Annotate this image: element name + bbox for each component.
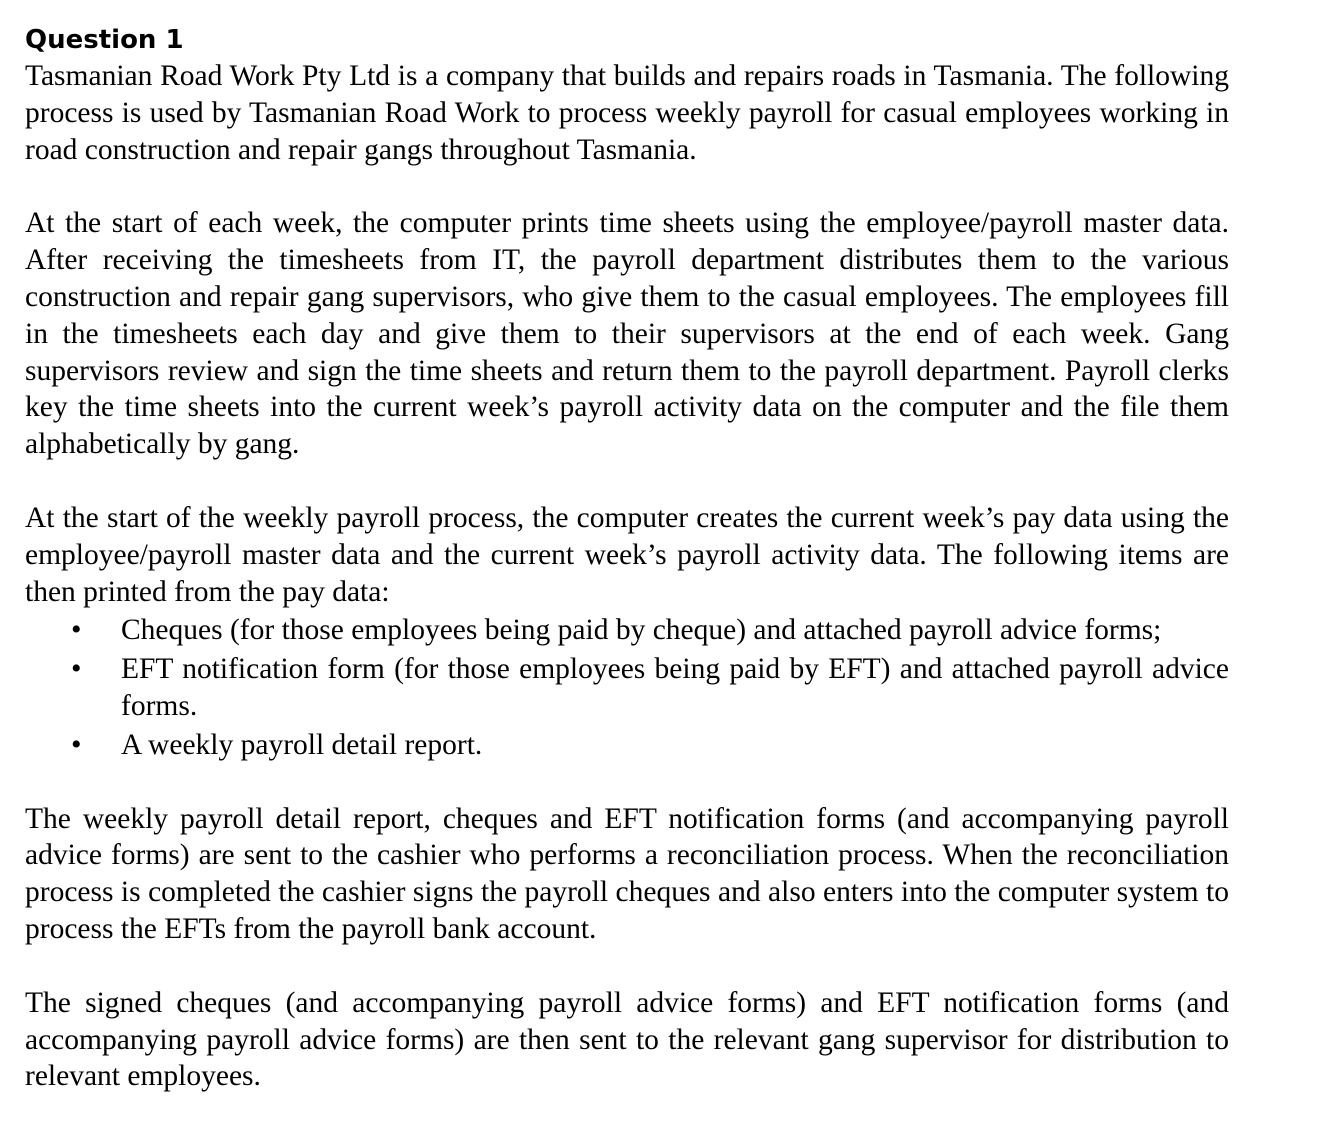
- paragraph-intro: Tasmanian Road Work Pty Ltd is a company that builds and repairs roads in Tasmania. The following process is used by Tasmanian Road Work to process weekly payroll for casual employees working in road construction and repair gangs throughout Tasmania.: [25, 60, 1229, 166]
- bullet-icon: •: [71, 727, 82, 761]
- list-item-text: A weekly payroll detail report.: [121, 728, 483, 761]
- list-item-text: EFT notification form (for those employees being paid by EFT) and attached payroll advice forms.: [121, 653, 1229, 722]
- list-item: [71, 727, 1229, 764]
- list-item-text: Cheques (for those employees being paid by cheque) and attached payroll advice forms;: [121, 614, 1162, 647]
- document-page: [25, 22, 1229, 1095]
- bullet-icon: •: [71, 652, 82, 686]
- question-title: Question 1: [25, 25, 184, 55]
- paragraph-timesheets: At the start of each week, the computer prints time sheets using the employee/payroll master data. After receiving the timesheets from IT, the payroll department distributes them to the various construction and repair gang supervisors, who give them to the casual employees. The employees fill in the timesheets each day and give them to their supervisors at the end of each week. Gang supervisors review and sign the time sheets and return them to the payroll department. Payroll clerks key the time sheets into the current week’s payroll activity data on the computer and the file them alphabetically by gang.: [25, 207, 1229, 461]
- bullet-icon: •: [71, 613, 82, 647]
- paragraph-pay-process: At the start of the weekly payroll process, the computer creates the current week’s pay data using the employee/payroll master data and the current week’s payroll activity data. The following items are then printed from the pay data:: [25, 501, 1229, 608]
- paragraph-reconciliation: The weekly payroll detail report, cheques and EFT notification forms (and accompanying payroll advice forms) are sent to the cashier who performs a reconciliation process. When the reconciliation process is completed the cashier signs the payroll cheques and also enters into the computer system to process the EFTs from the payroll bank account.: [25, 802, 1229, 945]
- list-item: [71, 651, 1229, 725]
- printed-items-list: [25, 612, 1229, 763]
- list-item: [71, 612, 1229, 649]
- paragraph-distribution: The signed cheques (and accompanying payroll advice forms) and EFT notification forms (and accompanying payroll advice forms) are then sent to the relevant gang supervisor for distribution to relevant employees.: [25, 986, 1229, 1093]
